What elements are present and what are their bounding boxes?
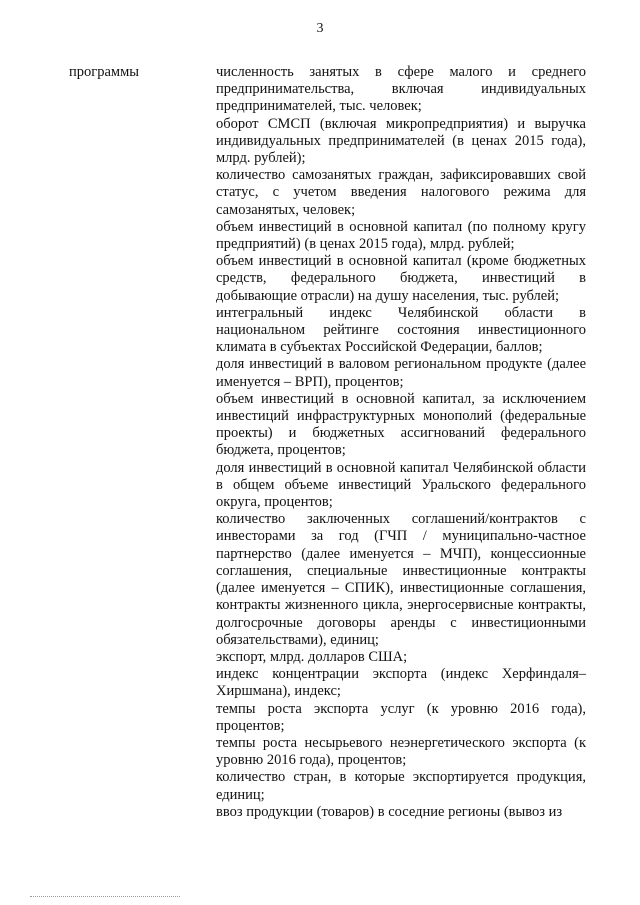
scan-artifact [30,896,180,898]
indicator-item: объем инвестиций в основной капитал (по полному кругу предприятий) (в ценах 2015 года), млрд. рублей; [216,218,586,253]
indicator-item: количество самозанятых граждан, зафиксировавших свой статус, с учетом введения налогового режима для самозанятых, человек; [216,167,586,218]
indicator-item: доля инвестиций в основной капитал Челябинской области в общем объеме инвестиций Уральского федерального округа, процентов; [216,459,586,511]
indicator-item: численность занятых в сфере малого и среднего предпринимательства, включая индивидуальных предпринимателей, тыс. человек; [216,64,586,115]
indicator-list [216,64,586,821]
indicator-item: индекс концентрации экспорта (индекс Херфиндаля–Хиршмана), индекс; [216,666,586,700]
indicator-item: объем инвестиций в основной капитал (кроме бюджетных средств, федерального бюджета, инвестиций в добывающие отрасли) на душу населения, тыс. рублей; [216,253,586,304]
page-number: 3 [316,21,324,36]
indicator-item: количество стран, в которые экспортируется продукция, единиц; [216,769,586,803]
indicator-item: объем инвестиций в основной капитал, за исключением инвестиций инфраструктурных монополий (федеральные проекты) и бюджетных ассигнований федерального бюджета, процентов; [216,390,586,459]
indicator-item: количество заключенных соглашений/контрактов с инвесторами за год (ГЧП / муниципально-частное партнерство (далее именуется – МЧП), концессионные соглашения, специальные инвестиционные контракты (далее именуется – СПИК), инвестиционные соглашения, контракты жизненного цикла, энергосервисные контракты, долгосрочные договоры аренды с инвестиционными обязательствами), единиц; [216,511,586,648]
indicator-item: оборот СМСП (включая микропредприятия) и выручка индивидуальных предпринимателей (в ценах 2015 года), млрд. рублей); [216,115,586,167]
indicator-item: экспорт, млрд. долларов США; [216,648,408,665]
indicator-item: темпы роста экспорта услуг (к уровню 2016 года), процентов; [216,700,586,734]
section-label: программы [69,64,139,80]
indicator-item: интегральный индекс Челябинской области в национальном рейтинге состояния инвестиционного климата в субъектах Российской Федерации, баллов; [216,304,586,356]
indicator-item: ввоз продукции (товаров) в соседние регионы (вывоз из [216,803,563,820]
indicator-item: темпы роста несырьевого неэнергетического экспорта (к уровню 2016 года), процентов; [216,734,586,769]
indicator-item: доля инвестиций в валовом региональном продукте (далее именуется – ВРП), процентов; [216,356,586,390]
